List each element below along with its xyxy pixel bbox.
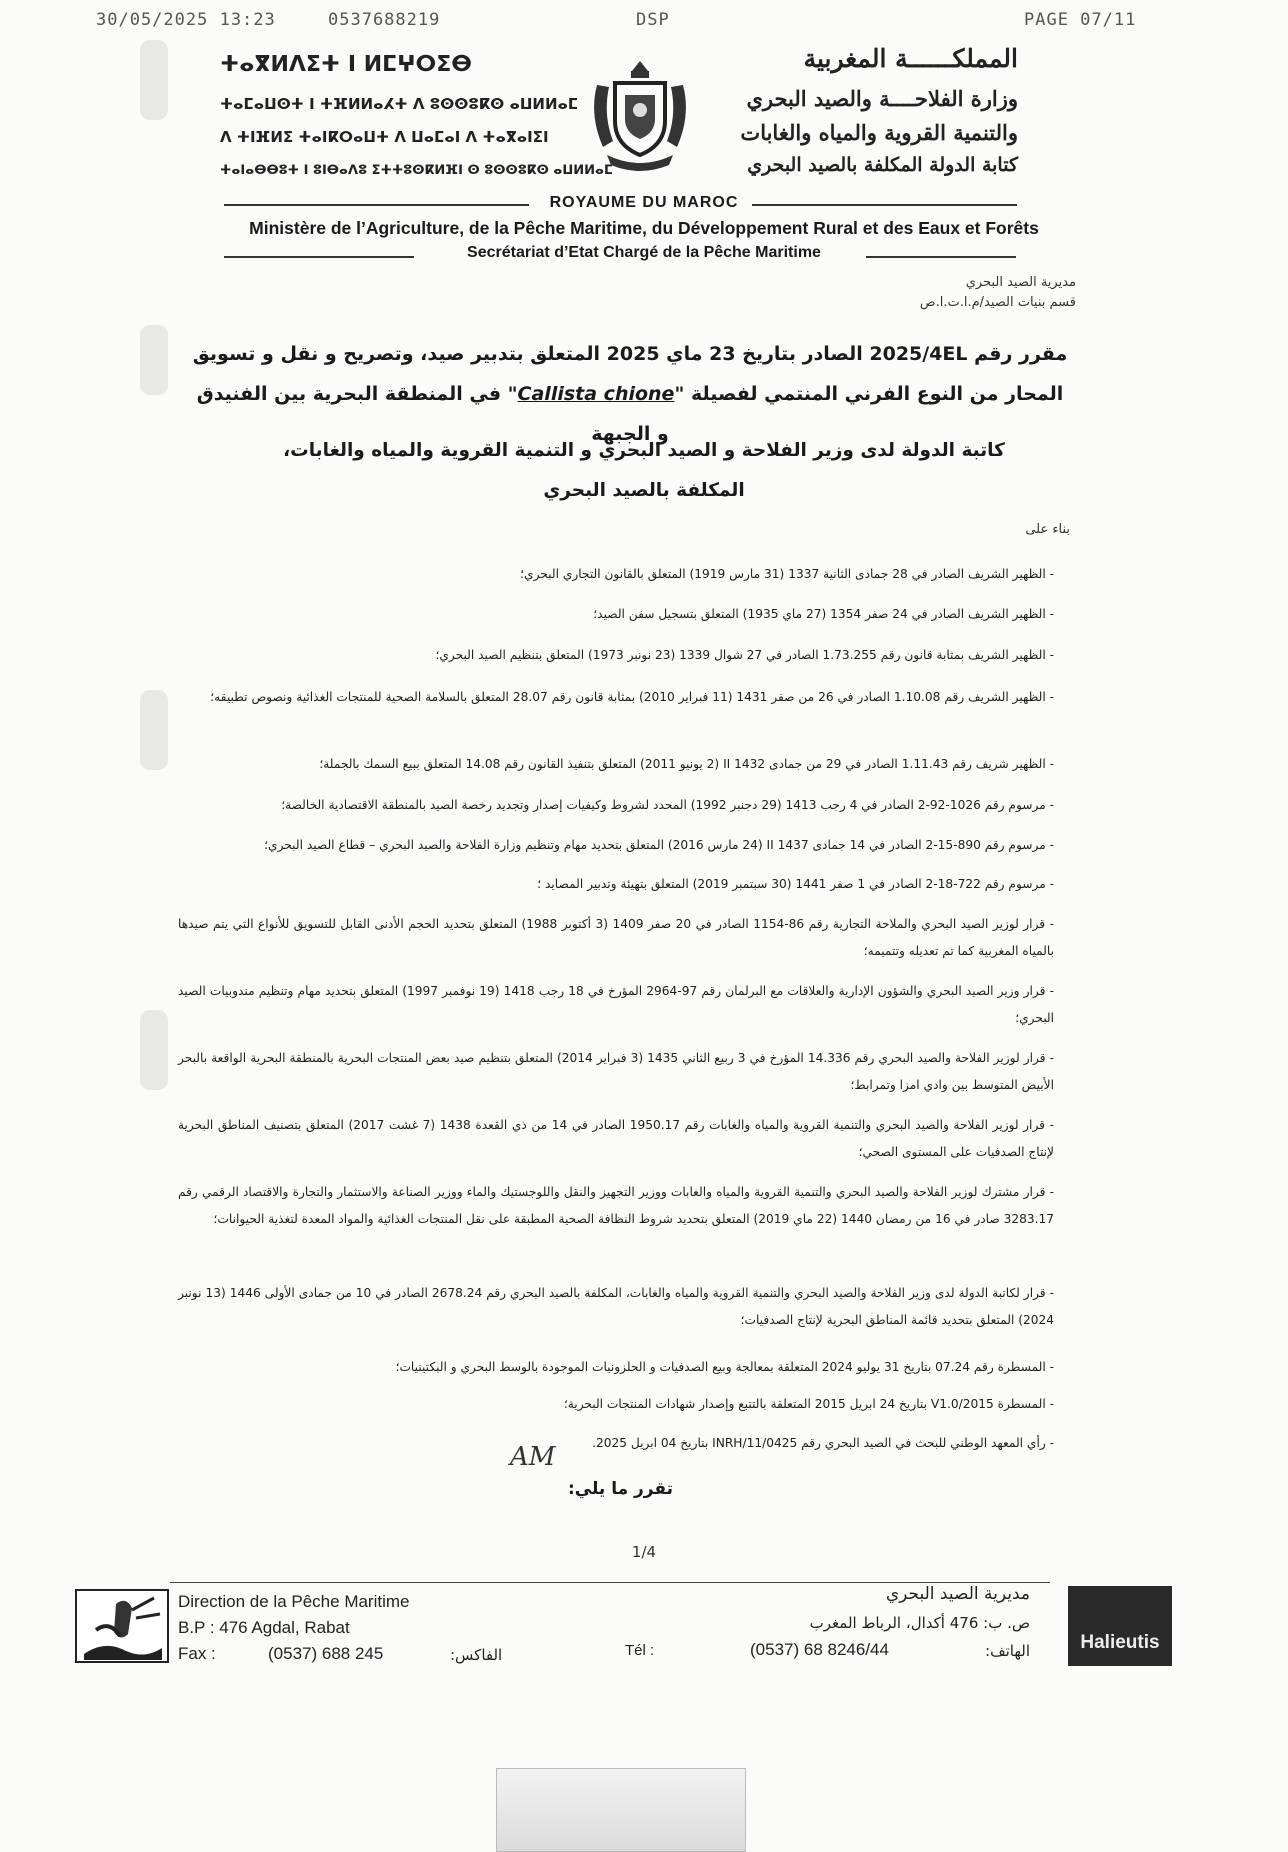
footer-address-ar: ص. ب: 476 أكدال، الرباط المغرب — [809, 1614, 1030, 1632]
visa-item: - قرار لوزير الفلاحة والصيد البحري رقم 14.336 المؤرخ في 3 ربيع الثاني 1435 (3 فبراير 2014) المتعلق بتنظيم صيد بعض المنتجات البحرية بالمنطقة البحرية الواقعة بالبحر الأبيض المتوسط بين وادي امزا وتمرابط؛ — [178, 1051, 1054, 1092]
tifinagh-line-2: ⵜⴰⵎⴰⵡⵙⵜ ⵏ ⵜⴼⵍⵍⴰⵃⵜ ⴷ ⵓⵙⵙⵓⴽⵙ ⴰⵡⵍⵍⴰⵎ — [220, 95, 579, 113]
arabic-ministry-line-2: والتنمية القروية والمياه والغابات — [740, 120, 1018, 145]
footer-tel-label-ar: الهاتف: — [985, 1642, 1030, 1660]
division-reference: قسم بنيات الصيد/م.ا.ت.ا.ص — [919, 295, 1076, 310]
ministry-title: Ministère de l’Agriculture, de la Pêche Maritime, du Développement Rural et des Eaux et Forêts — [249, 218, 1039, 238]
visa-item: - قرار وزير الصيد البحري والشؤون الإدارية والعلاقات مع البرلمان رقم 97-2964 المؤرخ في 18 رجب 1418 (19 نوفمبر 1997) المتعلق بتحديد مهام وتنظيم مندوبيات الصيد البحري؛ — [178, 984, 1054, 1025]
fax-page: PAGE 07/11 — [1024, 10, 1137, 30]
visa-item: - قرار لوزير الفلاحة والصيد البحري والتنمية القروية والمياه والغابات رقم 1950.17 الصادر في 14 من ذي القعدة 1438 (7 غشت 2017) المتعلق بتصنيف المناطق البحرية لإنتاج الصدفيات على المستوى الصحي؛ — [178, 1118, 1054, 1159]
species-name: Callista chione — [517, 383, 675, 405]
secretariat-title: Secrétariat d’Etat Chargé de la Pêche Maritime — [467, 244, 821, 261]
visa-item: - الظهير الشريف الصادر في 24 صفر 1354 (27 ماي 1935) المتعلق بتسجيل سفن الصيد؛ — [593, 607, 1054, 621]
visa-item: - قرار لوزير الصيد البحري والملاحة التجارية رقم 86-1154 الصادر في 20 صفر 1409 (3 أكتوبر 1988) المتعلق بتحديد الحجم الأدنى القابل للتسويق للأنواع التي يتم صيدها بالمياه المغربية كما تم تعديله وتتميمه؛ — [178, 917, 1054, 958]
halieutis-logo — [1068, 1586, 1172, 1666]
visa-item: - مرسوم رقم 1026-92-2 الصادر في 4 رجب 1413 (29 دجنبر 1992) المحدد لشروط وكيفيات إصدار وتجديد رخصة الصيد بالمنطقة الاقتصادية الخالصة؛ — [281, 798, 1054, 812]
decision-title-part-2: " في المنطقة البحرية بين الفنيدق و الجبهة — [196, 383, 669, 445]
visa-item: - رأي المعهد الوطني للبحث في الصيد البحري رقم 11/0425/INRH بتاريخ 04 ابريل 2025. — [592, 1436, 1054, 1450]
decision-title — [190, 334, 1070, 454]
arabic-secretariat: كتابة الدولة المكلفة بالصيد البحري — [747, 154, 1018, 176]
scan-artifact — [140, 325, 168, 395]
authority-line-2: المكلفة بالصيد البحري — [543, 480, 745, 501]
visa-item: - مرسوم رقم 890-15-2 الصادر في 14 جمادى II 1437 (24 مارس 2016) المتعلق بتحديد مهام وتنظيم وزارة الفلاحة والصيد البحري – قطاع الصيد البحري؛ — [264, 838, 1054, 852]
footer-direction-name-ar: مديرية الصيد البحري — [885, 1584, 1030, 1604]
coat-of-arms-emblem — [585, 55, 695, 175]
visa-item: - الظهير الشريف بمثابة قانون رقم 1.73.255 الصادر في 27 شوال 1339 (23 نونبر 1973) المتعلق بتنظيم الصيد البحري؛ — [435, 648, 1054, 662]
visa-item: - الظهير الشريف الصادر في 28 جمادى الثانية 1337 (31 مارس 1919) المتعلق بالقانون التجاري البحري؛ — [520, 567, 1054, 581]
fax-number: 0537688219 — [328, 10, 441, 30]
footer-tel-label: Tél : — [625, 1642, 655, 1659]
page-number: 1/4 — [631, 1543, 657, 1561]
authority-line-1: كاتبة الدولة لدى وزير الفلاحة و الصيد البحري و التنمية القروية والمياه والغابات، — [283, 440, 1005, 461]
visa-item: - المسطرة رقم 07.24 بتاريخ 31 يوليو 2024 المتعلقة بمعالجة وبيع الصدفيات و الحلزونيات الموجودة بالوسط البحري و البكتينيات؛ — [395, 1360, 1054, 1374]
scan-bottom-strip — [496, 1768, 746, 1852]
rule-right-kingdom — [752, 204, 1017, 206]
fax-sender: DSP — [636, 10, 670, 30]
visa-item: - المسطرة V1.0/2015 بتاريخ 24 ابريل 2015 المتعلقة بالتتبع وإصدار شهادات المنتجات البحرية؛ — [563, 1397, 1054, 1411]
tifinagh-line-4: ⵜⴰⵏⴰⴱⴱⵓⵜ ⵏ ⵓⵏⴱⴰⴷⵓ ⵉⵜⵜⵓⵙⴽⵍⴼⵏ ⵙ ⵓⵙⵙⵓⴽⵙ ⴰⵡⵍⵍⴰⵎ — [220, 163, 613, 178]
scan-artifact — [140, 690, 168, 770]
division-name: مديرية الصيد البحري — [965, 275, 1076, 290]
visa-item: - قرار مشترك لوزير الفلاحة والصيد البحري والتنمية القروية والمياه والغابات ووزير التجهيز والنقل واللوجستيك والماء ووزير الصناعة والاستثمار والتجارة والاقتصاد الرقمي رقم 3283.17 صادر في 16 من رمضان 1440 (22 ماي 2019) المتعلق بتحديد شروط النظافة الصحية المطبقة على نقل المنتجات الغذائية والمواد المعدة لتغذية الحيوانات؛ — [178, 1185, 1054, 1226]
fax-date-time: 30/05/2025 13:23 — [96, 10, 276, 30]
kingdom-title: ROYAUME DU MAROC — [549, 194, 739, 211]
halieutis-logo-text: Halieutis — [1080, 1632, 1160, 1653]
visa-item: - الظهير شريف رقم 1.11.43 الصادر في 29 من جمادى II 1432 (2 يونيو 2011) المتعلق بتنفيذ القانون رقم 14.08 المتعلق ببيع السمك بالجملة؛ — [319, 757, 1054, 771]
visa-item: - قرار لكاتبة الدولة لدى وزير الفلاحة والصيد البحري والتنمية القروية والمياه والغابات، المكلفة بالصيد البحري رقم 2678.24 الصادر في 10 من جمادى الأولى 1446 (13 نونبر 2024) المتعلق بتحديد قائمة المناطق البحرية لإنتاج الصدفيات؛ — [178, 1286, 1054, 1327]
footer-address: B.P : 476 Agdal, Rabat — [178, 1618, 350, 1637]
visa-item: - الظهير الشريف رقم 1.10.08 الصادر في 26 من صفر 1431 (11 فبراير 2010) بمثابة قانون رقم 28.07 المتعلق بالسلامة الصحية للمنتجات الغذائية ونصوص تطبيقه؛ — [210, 690, 1054, 704]
footer-rule — [170, 1582, 1050, 1583]
footer-fax-label: Fax : — [178, 1644, 216, 1663]
visa-intro: بناء على — [1025, 522, 1070, 537]
footer-direction-name: Direction de la Pêche Maritime — [178, 1592, 410, 1611]
footer-fax-value: (0537) 688 245 — [268, 1644, 384, 1663]
scan-artifact — [140, 1010, 168, 1090]
footer-fax-label-ar: الفاكس: — [450, 1646, 503, 1664]
tifinagh-line-1: ⵜⴰⴳⵍⴷⵉⵜ ⵏ ⵍⵎⵖⵔⵉⴱ — [220, 52, 473, 77]
rule-right-secretariat — [866, 256, 1016, 258]
handwritten-initials: AM — [510, 1442, 556, 1472]
tifinagh-line-3: ⴷ ⵜⵏⴼⵍⵉ ⵜⴰⵏⴽⵔⴰⵡⵜ ⴷ ⵡⴰⵎⴰⵏ ⴷ ⵜⴰⴳⴰⵏⵉⵏ — [220, 128, 549, 146]
decision-title-part-1: مقرر رقم 2025/4EL الصادر بتاريخ 23 ماي 2025 المتعلق بتدبير صيد، وتصريح و نقل و تسويق المحار من النوع الفرني المنتمي لفصيلة " — [192, 343, 1068, 405]
scan-artifact — [140, 40, 168, 120]
visa-item: - مرسوم رقم 722-18-2 الصادر في 1 صفر 1441 (30 سبتمبر 2019) المتعلق بتهيئة وتدبير المصايد ؛ — [537, 877, 1054, 891]
arabic-ministry-line-1: وزارة الفلاحــــة والصيد البحري — [746, 86, 1018, 111]
fisherman-logo-icon — [76, 1590, 168, 1662]
decides-heading: تقرر ما يلي: — [567, 1479, 673, 1499]
arabic-kingdom: المملكــــــة المغربية — [803, 44, 1018, 73]
footer-tel-value: (0537) 68 8246/44 — [750, 1640, 889, 1659]
